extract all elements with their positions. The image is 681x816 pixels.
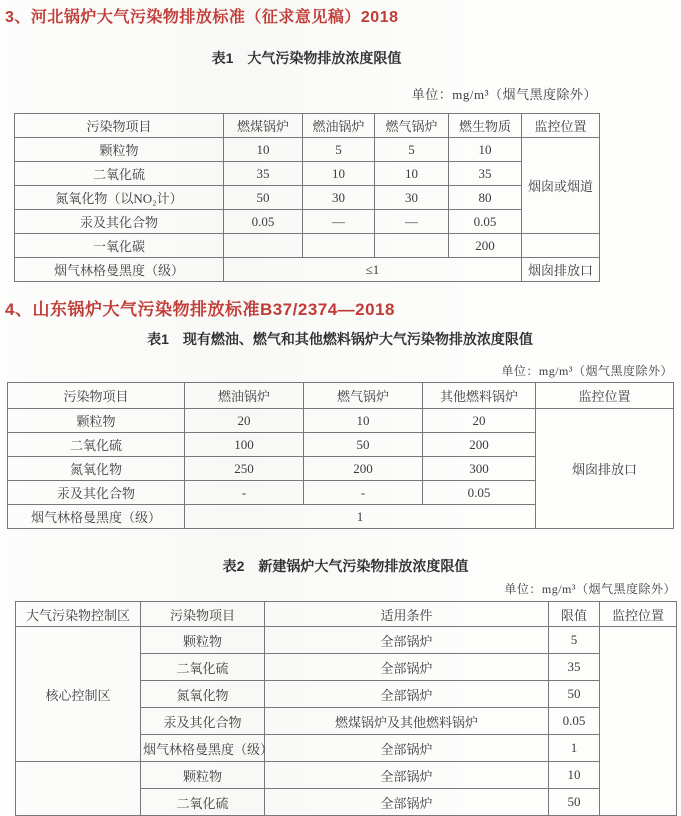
shandong-new-boiler-table (15, 601, 677, 816)
pollutant-name-cell: 一氧化碳 (15, 234, 224, 258)
value-cell: 20 (423, 409, 536, 433)
limit-cell: 50 (549, 789, 600, 816)
hebei-emission-table (14, 113, 600, 282)
table-header-row (15, 114, 600, 138)
pollutant-name-cell: 二氧化硫 (141, 789, 265, 816)
limit-cell: 50 (549, 681, 600, 708)
column-header: 其他燃料锅炉 (423, 383, 536, 409)
hebei-section (14, 48, 599, 282)
column-header: 适用条件 (265, 602, 549, 627)
table-row (16, 627, 677, 654)
shandong-table2-section (15, 556, 676, 816)
table-row (15, 258, 600, 282)
column-header: 燃生物质 (449, 114, 522, 138)
pollutant-name-cell: 汞及其化合物 (8, 481, 185, 505)
value-cell: 300 (423, 457, 536, 481)
section-heading-hebei: 3、河北锅炉大气污染物排放标准（征求意见稿）2018 (5, 9, 399, 26)
condition-cell: 燃煤锅炉及其他燃料锅炉 (265, 708, 549, 735)
shandong-table2-unit-note: 单位：mg/m³（烟气黑度除外） (504, 582, 676, 596)
pollutant-name-cell: 烟气林格曼黑度（级） (8, 505, 185, 529)
monitor-location-cell (600, 627, 677, 816)
shandong-table2-title: 表2 新建锅炉大气污染物排放浓度限值 (222, 558, 469, 574)
value-cell: — (375, 210, 449, 234)
value-cell: 50 (224, 186, 303, 210)
condition-cell: 全部锅炉 (265, 627, 549, 654)
value-cell: 10 (449, 138, 522, 162)
shandong-existing-boiler-table (7, 382, 674, 529)
value-cell: - (185, 481, 304, 505)
column-header: 大气污染物控制区 (16, 602, 141, 627)
hebei-unit-note: 单位：mg/m³（烟气黑度除外） (411, 87, 597, 102)
limit-cell: 5 (549, 627, 600, 654)
hebei-table-title: 表1 大气污染物排放浓度限值 (211, 50, 402, 66)
pollutant-name-cell: 二氧化硫 (141, 654, 265, 681)
value-cell: 100 (185, 433, 304, 457)
table-row (16, 762, 677, 789)
column-header: 燃煤锅炉 (224, 114, 303, 138)
pollutant-name-cell: 烟气林格曼黑度（级） (141, 735, 265, 762)
table-header-row (8, 383, 674, 409)
value-cell: 0.05 (224, 210, 303, 234)
column-header: 燃气锅炉 (375, 114, 449, 138)
table-row (8, 409, 674, 433)
section-heading-shandong: 4、山东锅炉大气污染物排放标准B37/2374—2018 (5, 300, 395, 319)
value-cell: 50 (304, 433, 423, 457)
column-header: 污染物项目 (8, 383, 185, 409)
column-header: 燃油锅炉 (185, 383, 304, 409)
value-cell: - (304, 481, 423, 505)
pollutant-name-cell: 氮氧化物 (141, 681, 265, 708)
value-cell: 30 (375, 186, 449, 210)
monitor-location-cell (522, 234, 600, 258)
table-row (15, 162, 600, 186)
value-cell: 250 (185, 457, 304, 481)
merged-value-cell: ≤1 (224, 258, 522, 282)
value-cell (224, 234, 303, 258)
value-cell: 5 (303, 138, 375, 162)
column-header: 燃气锅炉 (304, 383, 423, 409)
pollutant-name-cell: 氮氧化物 (8, 457, 185, 481)
value-cell: 20 (185, 409, 304, 433)
column-header: 监控位置 (536, 383, 674, 409)
column-header: 燃油锅炉 (303, 114, 375, 138)
table-row (15, 210, 600, 234)
merged-value-cell: 1 (185, 505, 536, 529)
pollutant-name-cell: 颗粒物 (15, 138, 224, 162)
value-cell: 10 (303, 162, 375, 186)
value-cell: 80 (449, 186, 522, 210)
shandong-table1-section (7, 329, 673, 529)
table-header-row (16, 602, 677, 627)
pollutant-name-cell: 氮氧化物（以NO₂计） (15, 186, 224, 210)
value-cell: 200 (423, 433, 536, 457)
column-header: 监控位置 (600, 602, 677, 627)
condition-cell: 全部锅炉 (265, 681, 549, 708)
value-cell: 10 (304, 409, 423, 433)
value-cell: 0.05 (449, 210, 522, 234)
pollutant-name-cell: 颗粒物 (8, 409, 185, 433)
column-header: 限值 (549, 602, 600, 627)
condition-cell: 全部锅炉 (265, 789, 549, 816)
table-row (15, 138, 600, 162)
shandong-table1-title: 表1 现有燃油、燃气和其他燃料锅炉大气污染物排放浓度限值 (147, 331, 533, 347)
value-cell (303, 234, 375, 258)
value-cell: 0.05 (423, 481, 536, 505)
value-cell: — (303, 210, 375, 234)
column-header: 监控位置 (522, 114, 600, 138)
monitor-location-cell: 烟囱或烟道 (522, 138, 600, 234)
value-cell: 200 (449, 234, 522, 258)
value-cell: 35 (449, 162, 522, 186)
value-cell (375, 234, 449, 258)
value-cell: 35 (224, 162, 303, 186)
limit-cell: 0.05 (549, 708, 600, 735)
control-region-cell (16, 762, 141, 816)
limit-cell: 35 (549, 654, 600, 681)
condition-cell: 全部锅炉 (265, 654, 549, 681)
control-region-cell: 核心控制区 (16, 627, 141, 762)
shandong-table1-unit-note: 单位：mg/m³（烟气黑度除外） (501, 364, 673, 378)
pollutant-name-cell: 汞及其化合物 (141, 708, 265, 735)
table-row (15, 186, 600, 210)
pollutant-name-cell: 颗粒物 (141, 627, 265, 654)
pollutant-name-cell: 汞及其化合物 (15, 210, 224, 234)
condition-cell: 全部锅炉 (265, 735, 549, 762)
value-cell: 30 (303, 186, 375, 210)
table-row (15, 234, 600, 258)
pollutant-name-cell: 烟气林格曼黑度（级） (15, 258, 224, 282)
pollutant-name-cell: 二氧化硫 (15, 162, 224, 186)
value-cell: 10 (375, 162, 449, 186)
value-cell: 10 (224, 138, 303, 162)
condition-cell: 全部锅炉 (265, 762, 549, 789)
value-cell: 5 (375, 138, 449, 162)
monitor-location-cell: 烟囱排放口 (536, 409, 674, 529)
monitor-location-cell: 烟囱排放口 (522, 258, 600, 282)
pollutant-name-cell: 二氧化硫 (8, 433, 185, 457)
value-cell: 200 (304, 457, 423, 481)
column-header: 污染物项目 (141, 602, 265, 627)
column-header: 污染物项目 (15, 114, 224, 138)
limit-cell: 1 (549, 735, 600, 762)
limit-cell: 10 (549, 762, 600, 789)
pollutant-name-cell: 颗粒物 (141, 762, 265, 789)
